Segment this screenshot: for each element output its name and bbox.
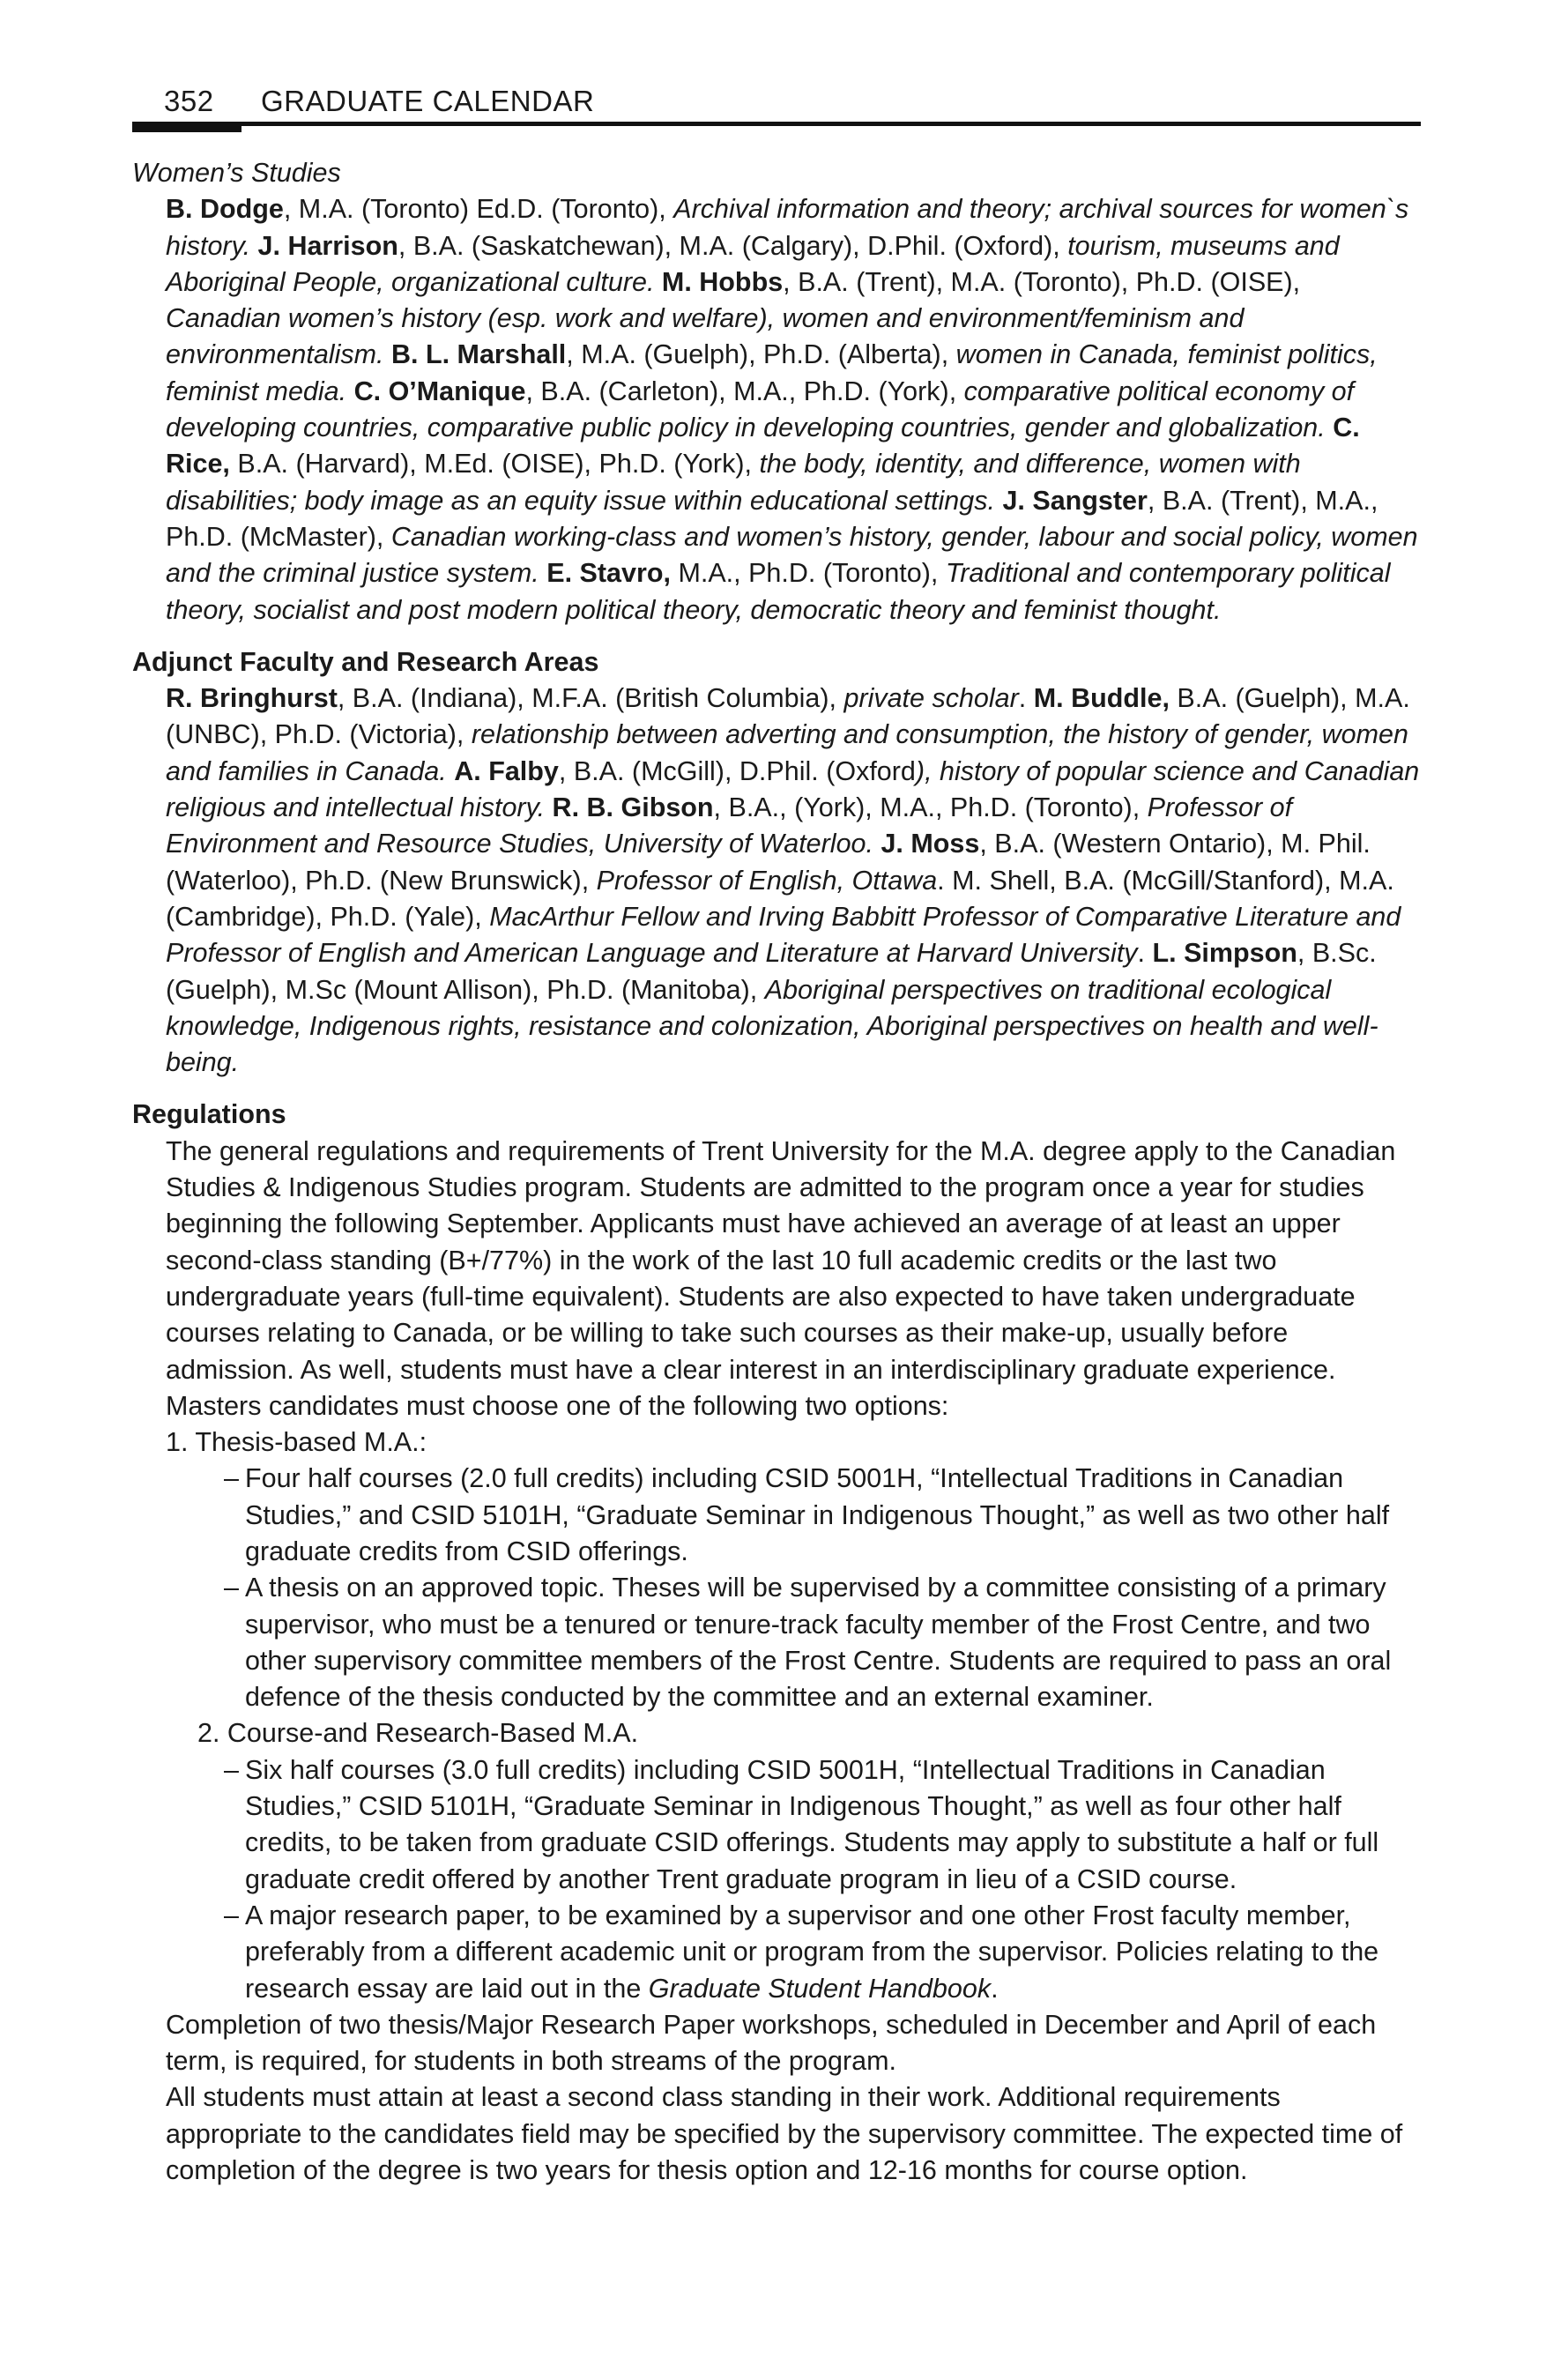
faculty-credentials: M.A., Ph.D. (Toronto), xyxy=(670,558,946,589)
faculty-credentials: , B.A. (Trent), M.A., Ph.D. (McMaster), xyxy=(166,485,1378,552)
faculty-name: J. Moss xyxy=(881,829,980,859)
page-number: 352 xyxy=(164,85,214,117)
faculty-research-areas: Professor of Environment and Resource Studies, University of Waterloo. xyxy=(166,792,1293,859)
page-content xyxy=(132,155,1421,2189)
faculty-research-areas: Canadian women’s history (esp. work and welfare), women and environment/feminism and environmentalism. xyxy=(166,303,1245,370)
faculty-credentials: , B.A. (Saskatchewan), M.A. (Calgary), D.Phil. (Oxford), xyxy=(398,230,1068,261)
faculty-credentials: , B.A. (Trent), M.A. (Toronto), Ph.D. (OISE), xyxy=(783,266,1301,297)
faculty-credentials: , M.A. (Guelph), Ph.D. (Alberta), xyxy=(566,339,956,370)
faculty-separator: . xyxy=(1018,683,1034,714)
dash-marker: – xyxy=(224,1900,239,1930)
regulations-intro: The general regulations and requirements of Trent University for the M.A. degree apply to the Canadian Studies & Indigenous Studies program. Students are admitted to the program once a year for studies beginning the following September. Applicants must have achieved an average of at least an upper second-class standing (B+/77%) in the work of the last 10 full academic credits or the last two undergraduate years (full-time equivalent). Students are also expected to have taken undergraduate courses relating to Canada, or be willing to take such courses as their make-up, usually before admission. As well, students must have a clear interest in an interdisciplinary graduate experience. Masters candidates must choose one of the following two options: xyxy=(166,1135,1396,1421)
header-tab-mark xyxy=(132,122,241,132)
faculty-name: M. Hobbs xyxy=(661,266,784,297)
adjunct-heading: Adjunct Faculty and Research Areas xyxy=(132,646,599,677)
faculty-name: A. Falby xyxy=(454,755,559,786)
faculty-name: J. Harrison xyxy=(257,230,398,261)
faculty-credentials: , B.A. (Carleton), M.A., Ph.D. (York), xyxy=(525,376,964,406)
faculty-credentials: , M.A. (Toronto) Ed.D. (Toronto), xyxy=(283,194,674,225)
faculty-separator: . xyxy=(1137,938,1153,969)
faculty-credentials: , B.A., (York), M.A., Ph.D. (Toronto), xyxy=(713,792,1148,823)
option-2-label: 2. Course-and Research-Based M.A. xyxy=(197,1718,639,1749)
faculty-research-areas: ), history of popular science and Canadian religious and intellectual history. xyxy=(166,755,1420,823)
running-title: GRADUATE CALENDAR xyxy=(261,85,595,117)
dash-marker: – xyxy=(224,1463,239,1494)
dash-marker: – xyxy=(224,1754,239,1785)
dash-marker: – xyxy=(224,1573,239,1603)
standing-paragraph: All students must attain at least a second class standing in their work. Additional requirements appropriate to the candidates field may be specified by the supervisory committee. The expected time of completion of the degree is two years for thesis option and 12-16 months for course option. xyxy=(166,2082,1403,2186)
option-1-item-text: Four half courses (2.0 full credits) including CSID 5001H, “Intellectual Traditions in Canadian Studies,” and CSID 5101H, “Graduate Seminar in Indigenous Thought,” as well as two other half graduate credits from CSID offerings. xyxy=(245,1463,1390,1566)
option-2-item-end: . xyxy=(991,1973,999,2004)
faculty-name: E. Stavro, xyxy=(546,558,671,589)
faculty-research-areas: private scholar xyxy=(843,683,1019,714)
faculty-separator xyxy=(447,756,454,786)
faculty-separator: . M. Shell, B.A. (McGill/Stanford), M.A. (Cambridge), Ph.D. (Yale), xyxy=(166,865,1394,932)
faculty-name: M. Buddle, xyxy=(1033,683,1170,714)
womens-studies-faculty xyxy=(132,191,1421,628)
faculty-research-areas: Traditional and contemporary political theory, socialist and post modern political theory, democratic theory and feminist thought. xyxy=(166,558,1391,625)
handbook-title: Graduate Student Handbook xyxy=(648,1973,992,2004)
option-2-item-text: A major research paper, to be examined by a supervisor and one other Frost faculty member, preferably from a different academic unit or program from the supervisor. Policies relating to the research essay are laid out in the xyxy=(245,1900,1379,2004)
faculty-research-areas: Archival information and theory; archival sources for women`s history. xyxy=(166,194,1409,261)
faculty-credentials: B.A. (Guelph), M.A. (UNBC), Ph.D. (Victoria), xyxy=(166,683,1410,750)
faculty-research-areas: Canadian working-class and women’s history, gender, labour and social policy, women and the criminal justice system. xyxy=(166,521,1418,589)
option-2-item xyxy=(132,1898,1421,2007)
faculty-name: J. Sangster xyxy=(1002,485,1148,516)
faculty-credentials: , B.Sc. (Guelph), M.Sc (Mount Allison), Ph.D. (Manitoba), xyxy=(166,938,1377,1005)
faculty-name: R. B. Gibson xyxy=(552,792,714,823)
option-1-label: 1. Thesis-based M.A.: xyxy=(166,1427,427,1458)
womens-studies-heading: Women’s Studies xyxy=(132,158,341,188)
option-1-item xyxy=(132,1461,1421,1570)
option-1-item-text: A thesis on an approved topic. Theses will be supervised by a committee consisting of a primary supervisor, who must be a tenured or tenure-track faculty member of the Frost Centre, and two other supervisory committee members of the Frost Centre. Students are required to pass an oral defence of the thesis conducted by the committee and an external examiner. xyxy=(245,1573,1392,1713)
faculty-research-areas: relationship between adverting and consumption, the history of gender, women and families in Canada. xyxy=(166,719,1408,786)
faculty-name: B. L. Marshall xyxy=(390,339,567,370)
faculty-research-areas: Aboriginal perspectives on traditional ecological knowledge, Indigenous rights, resistance and colonization, Aboriginal perspectives on health and well-being. xyxy=(166,974,1378,1078)
option-2-item-text: Six half courses (3.0 full credits) including CSID 5001H, “Intellectual Traditions in Canadian Studies,” CSID 5101H, “Graduate Seminar in Indigenous Thought,” as well as four other half credits, to be taken from graduate CSID offerings. Students may apply to substitute a half or full graduate credit offered by another Trent graduate program in lieu of a CSID course. xyxy=(245,1754,1379,1894)
faculty-research-areas: comparative political economy of developing countries, comparative public policy in developing countries, gender and globalization. xyxy=(166,376,1355,443)
faculty-credentials: , B.A. (McGill), D.Phil. (Oxford xyxy=(558,755,916,786)
faculty-credentials: , B.A. (Western Ontario), M. Phil. (Waterloo), Ph.D. (New Brunswick), xyxy=(166,829,1371,896)
faculty-credentials: B.A. (Harvard), M.Ed. (OISE), Ph.D. (York), xyxy=(229,449,760,480)
adjunct-faculty xyxy=(132,681,1421,1081)
faculty-research-areas: MacArthur Fellow and Irving Babbitt Professor of Comparative Literature and Professor of English and American Language and Literature at Harvard University xyxy=(166,901,1401,969)
option-1-item xyxy=(132,1570,1421,1715)
page-header xyxy=(132,85,1421,125)
faculty-research-areas: women in Canada, feminist politics, feminist media. xyxy=(166,339,1378,406)
workshops-paragraph: Completion of two thesis/Major Research Paper workshops, scheduled in December and April of each term, is required, for students in both streams of the program. xyxy=(166,2009,1377,2077)
faculty-separator xyxy=(545,792,552,822)
faculty-name: L. Simpson xyxy=(1152,938,1297,969)
faculty-name: C. O’Manique xyxy=(353,376,526,406)
faculty-name: C. Rice, xyxy=(166,413,1360,480)
faculty-research-areas: tourism, museums and Aboriginal People, organizational culture. xyxy=(166,230,1340,297)
faculty-credentials: , B.A. (Indiana), M.F.A. (British Columbia), xyxy=(337,683,844,714)
regulations-heading: Regulations xyxy=(132,1099,286,1130)
faculty-name: B. Dodge xyxy=(166,194,284,225)
faculty-research-areas: Professor of English, Ottawa xyxy=(596,865,938,896)
header-rule xyxy=(132,122,1421,126)
faculty-name: R. Bringhurst xyxy=(166,683,338,714)
option-2-item xyxy=(132,1752,1421,1898)
faculty-research-areas: the body, identity, and difference, women with disabilities; body image as an equity issue within educational settings. xyxy=(166,449,1301,516)
